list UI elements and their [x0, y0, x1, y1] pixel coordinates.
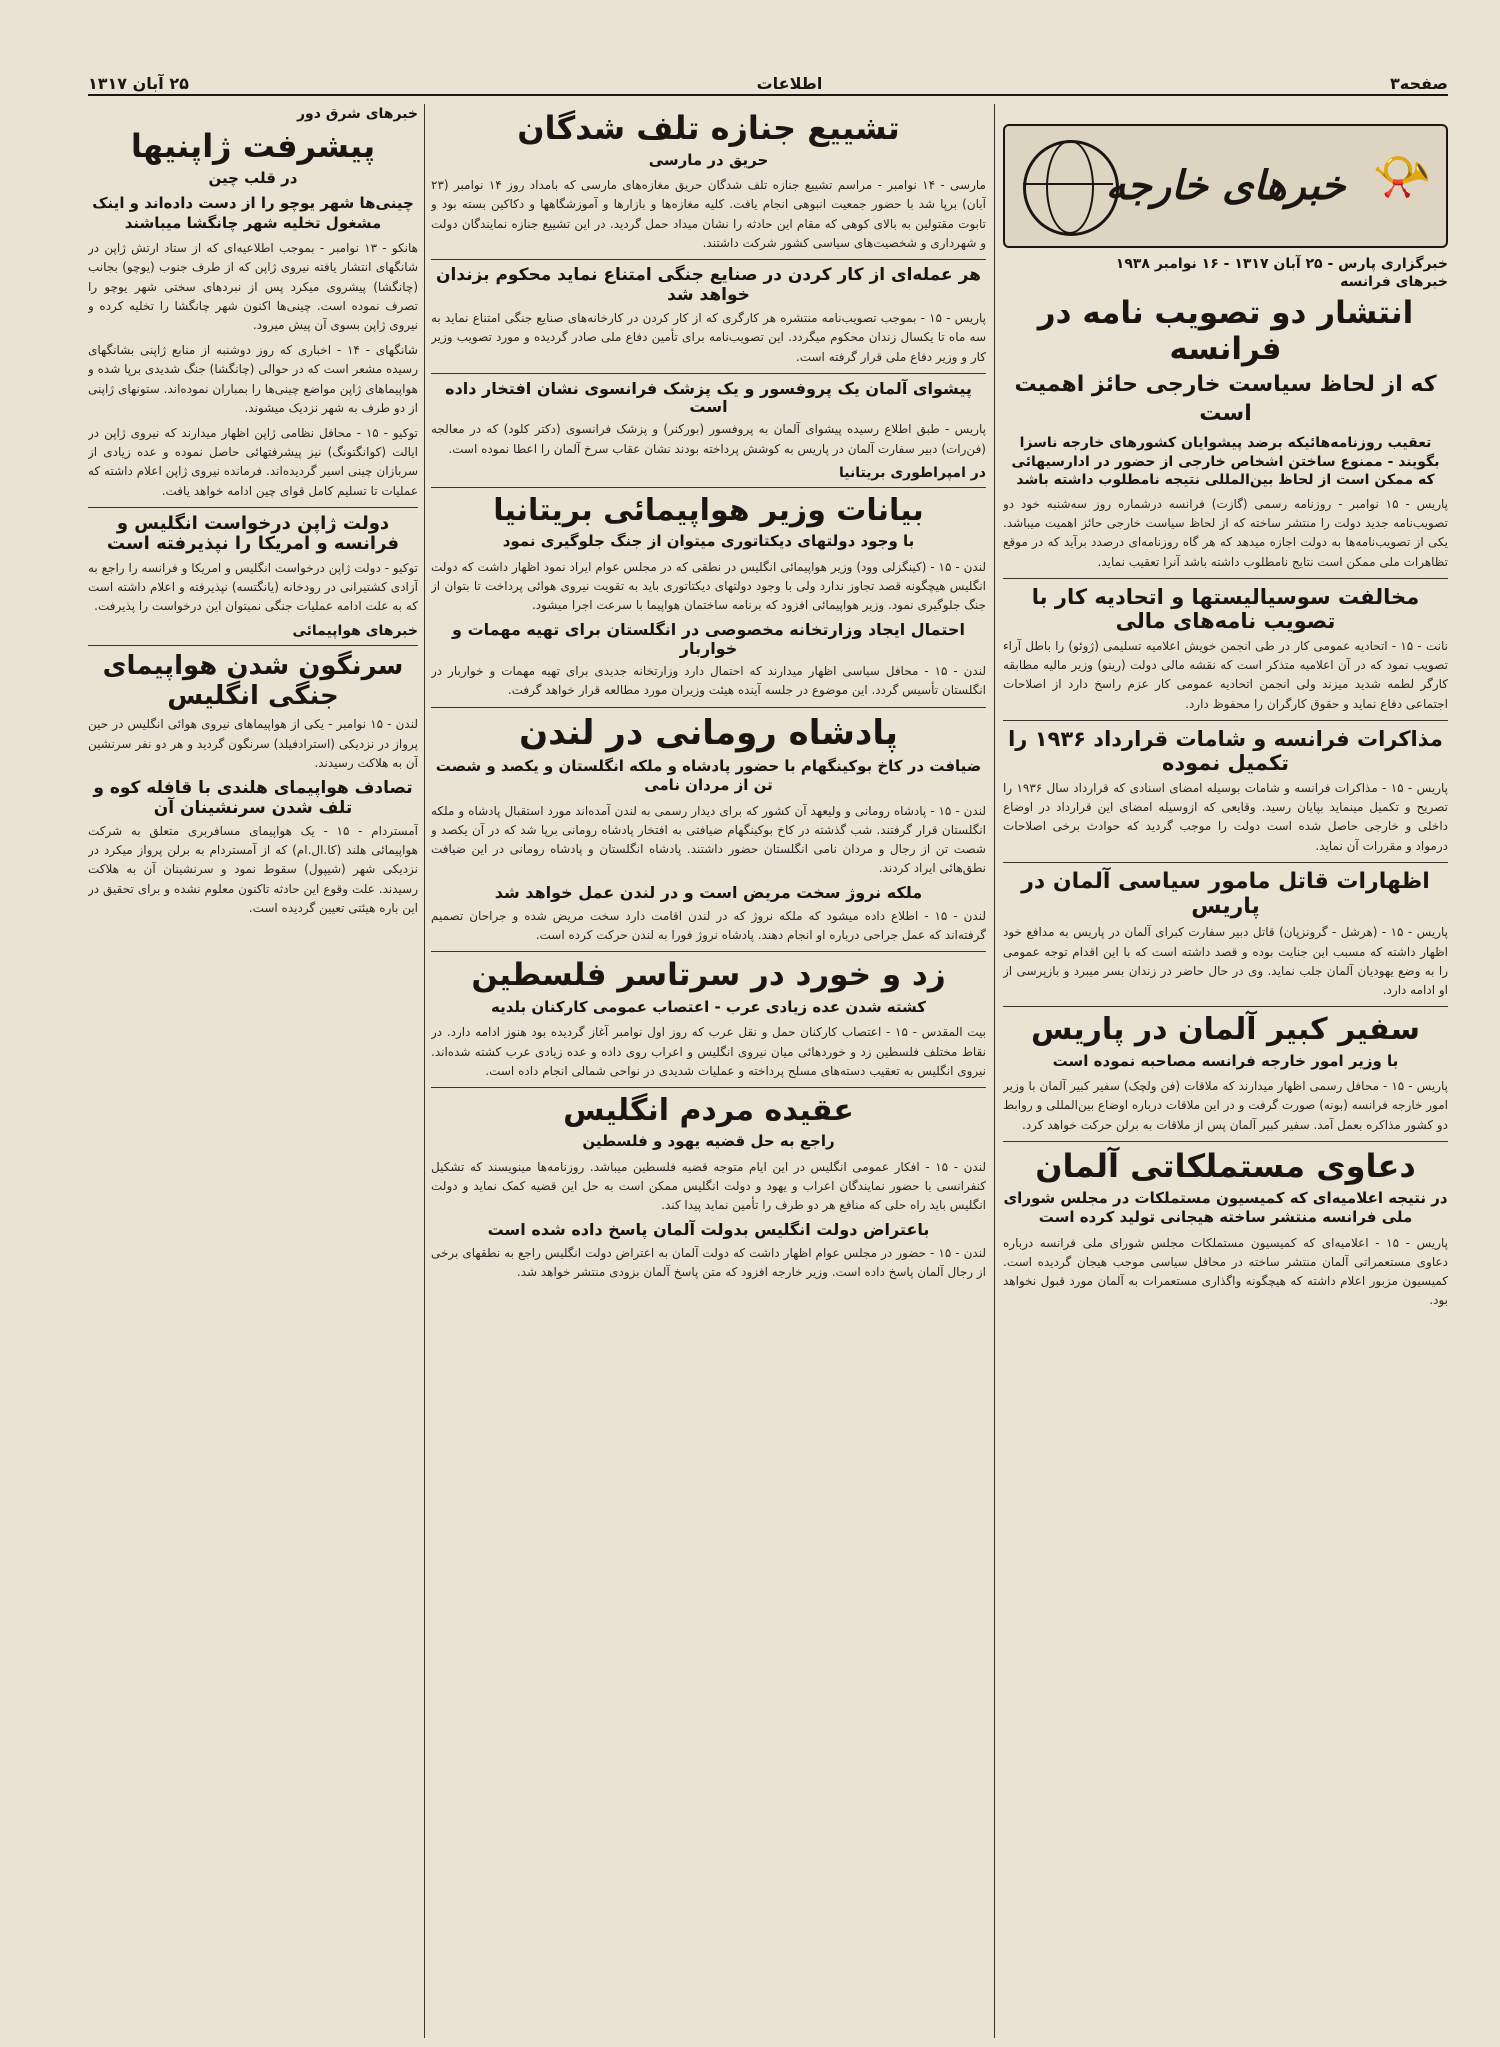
divider: [1003, 1141, 1448, 1142]
headline: تصادف هواپیمای هلندی با قافله کوه و تلف شدن سرنشینان آن: [93, 778, 413, 818]
headline: پادشاه رومانی در لندن: [519, 712, 898, 753]
headline: اظهارات قاتل مامور سیاسی آلمان در پاریس: [1021, 868, 1430, 920]
headline: باعتراض دولت انگلیس بدولت آلمان پاسخ داده شده است: [487, 1220, 930, 1240]
divider: [431, 1087, 986, 1088]
article-body: لندن - ۱۵ - پادشاه رومانی و ولیعهد آن کشور که برای دیدار رسمی به لندن آمده‌اند مورد استقبال پادشاه و ملکه انگلستان قرار گرفتند. شب گذشته در کاخ بوکینگهام ضیافتی به افتخار پادشاه رومانی برپا شد که در آن یکصد و شصت تن از رجال و مردان نامی انگلستان حضور داشتند. پادشاه انگلستان و پادشاه رومانی در این ضیافت نطق‌هائی ایراد کردند.: [431, 803, 986, 876]
article-body: توکیو - دولت ژاپن درخواست انگلیس و امریکا و فرانسه را راجع به آزادی کشتیرانی در رودخانه (یانگتسه) نپذیرفته و اعلام داشته است که به علت ادامه عملیات جنگی نمیتوان این درخواست را پذیرفت.: [88, 561, 418, 614]
article-body: پاریس - ۱۵ - محافل رسمی اظهار میدارند که ملاقات (فن ولچک) سفیر کبیر آلمان با وزیر امور خارجه فرانسه (بونه) صورت گرفت و در این ملاقات درباره اوضاع بین‌المللی و روابط دو کشور مذاکره بعمل آمد. سفیر کبیر آلمان پس از ملاقات به برلن حرکت خواهد کرد.: [1003, 1079, 1448, 1132]
foreign-news-banner: [1003, 124, 1448, 248]
headline: انتشار دو تصویب نامه در فرانسه: [1037, 295, 1414, 367]
section-label: در امپراطوری بریتانیا: [839, 464, 986, 481]
section-label: خبرهای شرق دور: [297, 106, 418, 122]
subheadline: با وزیر امور خارجه فرانسه مصاحبه نموده است: [1052, 1051, 1399, 1070]
section-label: خبرهای هواپیمائی: [292, 622, 418, 639]
headline: زد و خورد در سرتاسر فلسطین: [471, 957, 946, 994]
headline: ملکه نروژ سخت مریض است و در لندن عمل خواهد شد: [494, 883, 923, 903]
divider: [1003, 1006, 1448, 1007]
article-body: پاریس - ۱۵ - اعلامیه‌ای که کمیسیون مستملکات مجلس شورای ملی فرانسه درباره دعاوی مستعمراتی آلمان منتشر ساخته در محافل سیاسی موجب هیجان گردیده است. کمیسیون مزبور اعلام داشته که هیچگونه واگذاری مستعمرات به آلمان مورد قبول نخواهد بود.: [1003, 1235, 1448, 1308]
article-body: شانگهای - ۱۴ - اخباری که روز دوشنبه از منابع ژاپنی بشانگهای رسیده مشعر است که در حوالی (چانگشا) جنگ شدیدی برپا شده و هواپیماهای ژاپن مواضع چینی‌ها را بمباران نموده‌اند. ستونهای ژاپنی از دو طرف به شهر نزدیک میشوند.: [88, 343, 418, 415]
article-body: لندن - ۱۵ - حضور در مجلس عوام اظهار داشت که دولت آلمان به اعتراض دولت انگلیس راجع به نطقهای برخی از رجال آلمان پاسخ داده است. وزیر خارجه افزود که متن پاسخ آلمان بزودی منتشر خواهد شد.: [431, 1245, 986, 1280]
article-body: لندن - ۱۵ - محافل سیاسی اظهار میدارند که احتمال دارد وزارتخانه جدیدی برای تهیه مهمات و خواربار در انگلستان تأسیس گردد. این موضوع در جلسه آینده هیئت وزیران مورد مطالعه قرار خواهد گرفت.: [431, 664, 986, 698]
article-body: توکیو - ۱۵ - محافل نظامی ژاپن اظهار میدارند که نیروی ژاپن در ایالت (کوانگتونگ) نیز پیشرفتهائی حاصل نموده و عده زیادی از سربازان چینی اسیر گردیده‌اند. فرمانده نیروی ژاپن اعلام داشته که عملیات تا تسلیم کامل قوای چین ادامه خواهد یافت.: [88, 425, 418, 498]
article-body: لندن - ۱۵ نوامبر - یکی از هواپیماهای نیروی هوائی انگلیس در حین پرواز در نزدیکی (استرادفیلد) سرنگون گردید و هر دو نفر سرنشین آن به هلاکت رسیدند.: [88, 717, 418, 770]
foreign-news-column: [1003, 104, 1448, 2038]
subheadline: چینی‌ها شهر یوچو را از دست داده‌اند و اینک مشغول تخلیه شهر چانگشا میباشند: [92, 194, 414, 232]
article-body: بیت المقدس - ۱۵ - اعتصاب کارکنان حمل و نقل عرب که روز اول نوامبر آغاز گردیده بود هنوز ادامه دارد. در نقاط مختلف فلسطین زد و خوردهائی میان نیروی انگلیس و اعراب روی داده و عده زیادی عرب کشته شده‌اند. نیروی انگلیس به تعقیب دسته‌های مسلح پرداخته و عملیات شدیدی در نواحی شمالی انجام داده است.: [431, 1025, 986, 1078]
globe-icon: [1023, 140, 1119, 236]
article-body: پاریس - ۱۵ نوامبر - روزنامه رسمی (گازت) فرانسه درشماره روز سه‌شنبه خود دو تصویب‌نامه جدید دولت را منتشر ساخته که از لحاظ سیاست خارجی حائز اهمیت میباشد. یکی از تصویب‌نامه‌ها به دولت اجازه میدهد که هر گاه روزنامه‌ای درصدد برآید که در موقع تظاهرات ملی ممکن است نتایج نامطلوب داشته باشد آنرا تعقیب نماید.: [1003, 497, 1448, 569]
column-rule: [424, 104, 425, 2038]
article-body: لندن - ۱۵ - (کینگزلی وود) وزیر هواپیمائی انگلیس در نطقی که در مجلس عوام ایراد نمود اظهار داشت که دولت انگلیس هیچگونه قصد تجاوز ندارد ولی با وجود دولتهای دیکتاتوری باید به تقویت نیروی هوائی پرداخت تا بتوان از جنگ جلوگیری نمود. وزیر هواپیمائی افزود که برنامه ساختمان هواپیما با سرعت اجرا میشود.: [431, 559, 986, 613]
subheadline: کشته شدن عده زیادی عرب - اعتصاب عمومی کارکنان بلدیه: [491, 997, 926, 1016]
headline: احتمال ایجاد وزارتخانه مخصوصی در انگلستان برای تهیه مهمات و خواربار: [452, 620, 965, 658]
divider: [88, 645, 418, 646]
subheadline: با وجود دولتهای دیکتاتوری میتوان از جنگ جلوگیری نمود: [502, 532, 915, 551]
newspaper-page: [88, 58, 1448, 2038]
headline: سرنگون شدن هواپیمای جنگی انگلیس: [102, 650, 404, 711]
subheadline: حریق در مارسی: [648, 150, 769, 169]
divider: [431, 487, 986, 488]
headline: عقیده مردم انگلیس: [563, 1092, 854, 1128]
headline: پیشوای آلمان یک پروفسور و یک پزشک فرانسوی نشان افتخار داده است: [445, 378, 972, 417]
headline: تشییع جنازه تلف شدگان: [517, 109, 900, 147]
divider: [1003, 862, 1448, 863]
headline: دعاوی مستملکاتی آلمان: [1035, 1146, 1416, 1185]
issue-date: ۲۵ آبان ۱۳۱۷: [88, 73, 189, 93]
divider: [88, 507, 418, 508]
column-rule: [994, 104, 995, 2038]
article-body: پاریس - طبق اطلاع رسیده پیشوای آلمان به پروفسور (بورکنر) و پزشک فرانسوی (دکتر کلود) که در معالجه (فن‌رات) دبیر سفارت آلمان در پاریس به کوشش پرداخته بودند نشان عقاب سرخ آلمان را اعطا نموده است.: [431, 422, 986, 456]
deck: تعقیب روزنامه‌هائیکه برضد پیشوایان کشورهای خارجه ناسزا بگویند - ممنوع ساختن اشخاص خارجی از حضور در ادارسیهائی که ممکن است از لحاظ بین‌المللی نتیجه نامطلوب داشته باشد: [1011, 435, 1440, 488]
headline: مخالفت سوسیالیستها و اتحادیه کار با تصویب نامه‌های مالی: [1031, 584, 1420, 633]
section-label: خبرهای فرانسه: [1340, 274, 1448, 290]
headline: دولت ژاپن درخواست انگلیس و فرانسه و امریکا را نپذیرفته است: [106, 512, 400, 555]
headline: بیانات وزیر هواپیمائی بریتانیا: [493, 492, 924, 528]
article-body: لندن - ۱۵ - افکار عمومی انگلیس در این ایام متوجه قضیه فلسطین میباشد. روزنامه‌ها مینویسند که تشکیل کنفرانسی با حضور نمایندگان اعراب و یهود و دولت انگلیس ممکن است به حل این قضیه کمک نماید و دولت انگلیس باید راه حلی که منافع هر دو طرف را تأمین نماید پیدا کند.: [431, 1159, 986, 1213]
subheadline: که از لحاظ سیاست خارجی حائز اهمیت است: [1014, 372, 1437, 426]
subheadline: در نتیجه اعلامیه‌ای که کمیسیون مستملکات در مجلس شورای ملی فرانسه منتشر ساخته هیجانی تولید کرده است: [1003, 1188, 1448, 1227]
article-body: نانت - ۱۵ - اتحادیه عمومی کار در طی انجمن خویش اعلامیه تسلیمی (ژوئو) را باطل آراء تصویب نمود که در آن اعلامیه متذکر است که نقشه مالی دولت (رینو) وزیر مالیه مطابقه کارگر لطمه شدید میزند ولی انجمن اتحادیه عمومی کار عزم راسخ دارد از اصلاحات اجتماعی دفاع نماید و حقوق کارگران را محفوظ دارد.: [1003, 639, 1448, 711]
article-body: لندن - ۱۵ - اطلاع داده میشود که ملکه نروژ که در لندن اقامت دارد سخت مریض شده و جراحان تصمیم گرفته‌اند که عمل جراحی درباره او انجام دهند. پادشاه نروژ فورا به لندن حرکت کرده است.: [431, 908, 986, 942]
headline: پیشرفت ژاپنیها: [130, 127, 376, 165]
paper-name: اطلاعات: [756, 73, 823, 93]
divider: [431, 951, 986, 952]
divider: [431, 707, 986, 708]
article-body: آمستردام - ۱۵ - یک هواپیمای مسافربری متعلق به شرکت هواپیمائی هلند (کا.ال.ام) که از آمستردام به برلن پرواز میکرد در نزدیکی شهر (شیپول) سقوط نمود و سرنشینان آن به هلاکت رسیدند. علت وقوع این حادثه تاکنون معلوم نشده و برای تحقیق در این باره هیئتی تعیین گردیده است.: [88, 824, 418, 915]
subheadline: در قلب چین: [208, 168, 298, 187]
divider: [431, 259, 986, 260]
subheadline: ضیافت در کاخ بوکینگهام با حضور پادشاه و ملکه انگلستان و یکصد و شصت تن از مردان نامی: [435, 756, 982, 795]
article-body: پاریس - ۱۵ - بموجب تصویب‌نامه منتشره هر کارگری که از کار کردن در کارخانه‌های صنایع جنگی امتناع نماید به سه ماه تا یکسال زندان محکوم میگردد. این تصویب‌نامه برای تأمین دفاع ملی صادر گردیده و مورد تصویب وزیر کار و وزیر دفاع ملی قرار گرفته است.: [431, 311, 986, 364]
article-body: پاریس - ۱۵ - مذاکرات فرانسه و شامات بوسیله امضای اسنادی که قرارداد سال ۱۹۳۶ را تصریح و تکمیل مینماید بپایان رسید. وقایعی که ازوسیله امضای این قرارداد در اوضاع داخلی و خارجی حاصل شده است دولت را موجب گردید که حوادث برخی اصلاحات درمواد و مقررات آن نماید.: [1003, 781, 1448, 853]
banner-title: خبرهای خارجه: [1105, 163, 1346, 209]
divider: [431, 373, 986, 374]
far-east-column: [88, 104, 418, 2038]
gramophone-horn-icon: 📯: [1372, 149, 1432, 205]
article-body: مارسی - ۱۴ نوامبر - مراسم تشییع جنازه تلف شدگان حریق مغازه‌های مارسی که بامداد روز ۱۴ نوامبر (۲۳ آبان) برپا شد با حضور جمعیت انبوهی انجام یافت. کلیه مغازه‌ها و بازارها و آموزشگاهها و دکاکین بسته بود و تابوت مقتولین به بالای کوهی که مقام این حادثه را نشان میداد حمل گردید. در این تشییع جنازه نمایندگان دولت و شهرداری و شخصیت‌های سیاسی کشور شرکت داشتند.: [431, 178, 986, 250]
headline: سفیر کبیر آلمان در پاریس: [1030, 1012, 1421, 1048]
main-news-column: [431, 104, 986, 2038]
article-body: پاریس - ۱۵ - (هرشل - گرونزپان) قاتل دبیر سفارت کبرای آلمان در پاریس به مدافع خود اظهار داشته که مسبب این جنایت بوده و قصد داشته است که با این اقدام توجه عمومی را به وضع یهودیان آلمان جلب نماید. وی در حال حاضر در زندان بسر میبرد و بازپرسی از او ادامه دارد.: [1003, 925, 1448, 997]
divider: [1003, 720, 1448, 721]
dateline: خبرگزاری پارس - ۲۵ آبان ۱۳۱۷ - ۱۶ نوامبر ۱۹۳۸: [1115, 256, 1448, 272]
headline: هر عمله‌ای از کار کردن در صنایع جنگی امتناع نماید محکوم بزندان خواهد شد: [436, 265, 981, 305]
page-number: صفحه۳: [1390, 73, 1448, 93]
subheadline: راجع به حل قضیه یهود و فلسطین: [582, 1132, 835, 1151]
article-body: هانکو - ۱۳ نوامبر - بموجب اطلاعیه‌ای که از ستاد ارتش ژاپن در شانگهای انتشار یافته نیروی ژاپن که از طرف جنوب (یوچو) بجانب (چانگشا) پیشروی میکرد پس از نبردهای سختی شهر یوچو را تصرف نموده است. چینی‌ها اکنون شهر چانگشا را تخلیه کرده و نیروی ژاپن بسوی آن پیش میرود.: [88, 241, 418, 333]
headline: مذاکرات فرانسه و شامات قرارداد ۱۹۳۶ را تکمیل نموده: [1008, 726, 1443, 775]
divider: [1003, 578, 1448, 579]
page-header: [88, 72, 1448, 96]
